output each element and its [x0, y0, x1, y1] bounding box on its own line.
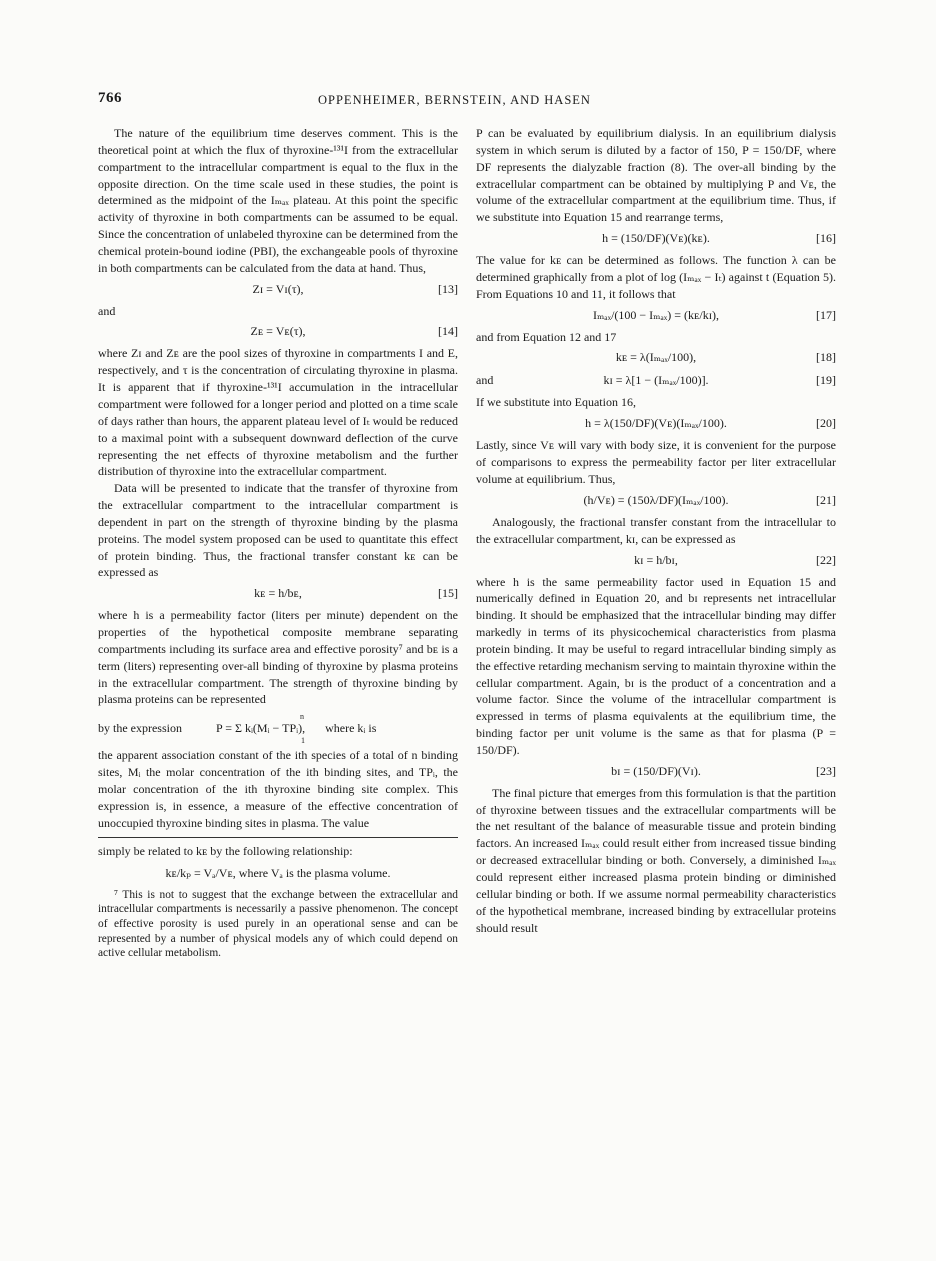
equation-22: [476, 551, 836, 570]
equation-14-number: [14]: [438, 324, 458, 339]
equation-15-expr: kᴇ = h/bᴇ,: [254, 586, 302, 601]
footnote-rule: [98, 837, 458, 838]
paragraph-transfer-data: Data will be presented to indicate that the transfer of thyroxine from the extracellular compartment to the intracellular compartment is dependent in part on the strength of thyroxine binding by the plasma proteins. The model system proposed can be used to quantitate this effect of protein binding. Thus, the fractional transfer constant kᴇ can be expressed as: [98, 481, 458, 580]
equation-13-expr: Zɪ = Vɪ(τ),: [252, 281, 304, 296]
equation-23-expr: bɪ = (150/DF)(Vɪ).: [611, 763, 701, 778]
and-label: and: [98, 303, 116, 318]
paragraph-equilibrium-dialysis: P can be evaluated by equilibrium dialysis. In an equilibrium dialysis system in which serum is diluted by a factor of 150, P = 150/DF, where DF represents the dialyzable fraction (8). The over-all binding by the extracellular compartment can be obtained by multiplying P and Vᴇ, the volume of the extracellular compartment at the equilibrium time. Thus, if we substitute into Equation 15 and rearrange terms,: [476, 126, 836, 225]
equation-16-expr: h = (150/DF)(Vᴇ)(kᴇ).: [602, 231, 710, 246]
equation-20: [476, 414, 836, 433]
equation-23: [476, 762, 836, 781]
equation-19-and: and: [476, 373, 494, 388]
paragraph-value-kE: The value for kᴇ can be determined as follows. The function λ can be determined graphically from a plot of log (Iₘₐₓ − Iₜ) against t (Equation 5). From Equations 10 and 11, it follows that: [476, 253, 836, 301]
paragraph-final-picture: The final picture that emerges from this formulation is that the partition of thyroxine between tissues and the extracellular compartments will be the net resultant of the balance of measurable tissue and protein binding factors. An increased Iₘₐₓ could result either from increased tissue binding or decreased extracellular binding or both. Conversely, a diminished Iₘₐₓ could represent either increased plasma protein binding or diminished cellular binding or both. If we assume normal permeability characteristics of the hypothetical membrane, increased binding by extracellular proteins should result: [476, 785, 836, 935]
equation-22-number: [22]: [816, 552, 836, 567]
sum-lower-limit: 1: [301, 736, 305, 746]
paragraph-substitute-16: If we substitute into Equation 16,: [476, 395, 636, 410]
equation-17: [476, 306, 836, 325]
binding-expression: P = Σ kᵢ(Mᵢ − TPᵢ),: [215, 721, 306, 736]
equation-23-number: [23]: [816, 763, 836, 778]
paragraph-association-constant: the apparent association constant of the ith species of a total of n binding sites, Mᵢ the molar concentration of the ith binding sites, and TPᵢ, the molar concentration of the ith thyroxine binding site complex. This expression is, in essence, a measure of the effective concentration of unoccupied thyroxine binding sites in plasma. The value: [98, 748, 458, 830]
equation-17-number: [17]: [816, 307, 836, 322]
equation-14: [98, 322, 458, 341]
paragraph-equilibrium-time: The nature of the equilibrium time deserves comment. This is the theoretical point at which the flux of thyroxine-¹³¹I from the extracellular compartment to the intracellular compartment is equal to the flux in the opposite direction. On the time scale used in these studies, the point is determined as the midpoint of the Iₘₐₓ plateau. At this point the specific activity of thyroxine in both compartments can be assumed to be equal. Since the concentration of unlabeled thyroxine can be determined from the chemical protein-bound iodine (PBI), the exchangeable pools of thyroxine in both compartments can be calculated from the data at hand. Thus,: [98, 126, 458, 275]
equation-17-expr: Iₘₐₓ/(100 − Iₘₐₓ) = (kᴇ/kɪ),: [592, 307, 720, 322]
equation-19-number: [19]: [816, 373, 836, 388]
footnote-equation: kᴇ/kₚ = Vₐ/Vᴇ, where Vₐ is the plasma volume.: [165, 865, 391, 880]
equation-20-number: [20]: [816, 416, 836, 431]
equation-13-number: [13]: [438, 281, 458, 296]
equation-16: [476, 229, 836, 248]
sum-upper-limit: n: [300, 712, 304, 722]
footnote-7: ⁷ This is not to suggest that the exchange between the extracellular and intracellular compartments is necessarily a passive phenomenon. The concept of effective porosity is used purely in an operational sense and can be represented by a number of physical models any of which could depend on active cellular metabolism.: [98, 888, 458, 960]
equation-15-number: [15]: [438, 586, 458, 601]
equation-18-number: [18]: [816, 350, 836, 365]
equation-21-number: [21]: [816, 492, 836, 507]
page-number: 766: [98, 90, 122, 106]
equation-19-expr: kɪ = λ[1 − (Iₘₐₓ/100)].: [603, 373, 709, 388]
paragraph-pool-sizes: where Zɪ and Zᴇ are the pool sizes of thyroxine in compartments I and E, respectively, and τ is the concentration of circulating thyroxine in plasma. It is apparent that if thyroxine-¹³¹I accumulation in the intracellular compartment were followed for a longer period and plotted on a time scale of days rather than hours, the apparent plateau level of Iₜ would be reduced to a maximal point with a subsequent downward deflection of the curve representing the net effects of thyroxine metabolism and the further distribution of thyroxine into the extracellular compartment.: [98, 346, 458, 479]
equation-20-expr: h = λ(150/DF)(Vᴇ)(Iₘₐₓ/100).: [585, 416, 727, 431]
paragraph-analogously: Analogously, the fractional transfer constant from the intracellular to the extracellular compartment, kɪ, can be expressed as: [476, 514, 836, 546]
equation-19: [476, 371, 836, 390]
binding-expression-post: where kᵢ is: [325, 721, 377, 736]
running-head: OPPENHEIMER, BERNSTEIN, AND HASEN: [318, 93, 591, 107]
equation-21: [476, 491, 836, 510]
equation-18: [476, 348, 836, 367]
paragraph-lastly: Lastly, since Vᴇ will vary with body size, it is convenient for the purpose of comparisons to express the permeability factor per liter extracellular volume at equilibrium. Thus,: [476, 438, 836, 486]
paragraph-intracellular-binding: where h is the same permeability factor used in Equation 15 and numerically defined in Equation 20, and bɪ represents net intracellular binding. It should be emphasized that the intracellular binding may differ markedly in terms of its physicochemical characteristics from plasma protein binding. It may be useful to regard intracellular binding simply as the effective retarding mechanism serving to maintain thyroxine within the cellular compartment. Again, bɪ is the product of a concentration and a volume factor. Since the volume of the intracellular compartment is expressed in terms of plasma equivalents at the equilibrium time, the binding factor per unit volume is the same as that for plasma (P = 150/DF).: [476, 574, 836, 757]
binding-expression-line: [98, 712, 458, 746]
equation-15: [98, 584, 458, 603]
equation-13: [98, 280, 458, 299]
right-column: [476, 125, 836, 936]
equation-14-expr: Zᴇ = Vᴇ(τ),: [250, 324, 306, 339]
equation-18-expr: kᴇ = λ(Iₘₐₓ/100),: [615, 350, 697, 365]
binding-expression-pre: by the expression: [98, 721, 182, 736]
paragraph-from-equation-12: and from Equation 12 and 17: [476, 329, 617, 344]
footnote-continuation: simply be related to kᴇ by the following relationship:: [98, 844, 353, 859]
equation-21-expr: (h/Vᴇ) = (150λ/DF)(Iₘₐₓ/100).: [583, 492, 729, 507]
equation-16-number: [16]: [816, 231, 836, 246]
paragraph-permeability: where h is a permeability factor (liters per minute) dependent on the properties of the hypothetical composite membrane separating compartments including its surface area and effective porosity⁷ and bᴇ is a term (liters) representing over-all binding of thyroxine by plasma proteins in the extracellular compartment. The strength of thyroxine binding by plasma proteins can be represented: [98, 608, 458, 707]
equation-22-expr: kɪ = h/bɪ,: [634, 552, 678, 567]
left-column: [98, 125, 458, 961]
